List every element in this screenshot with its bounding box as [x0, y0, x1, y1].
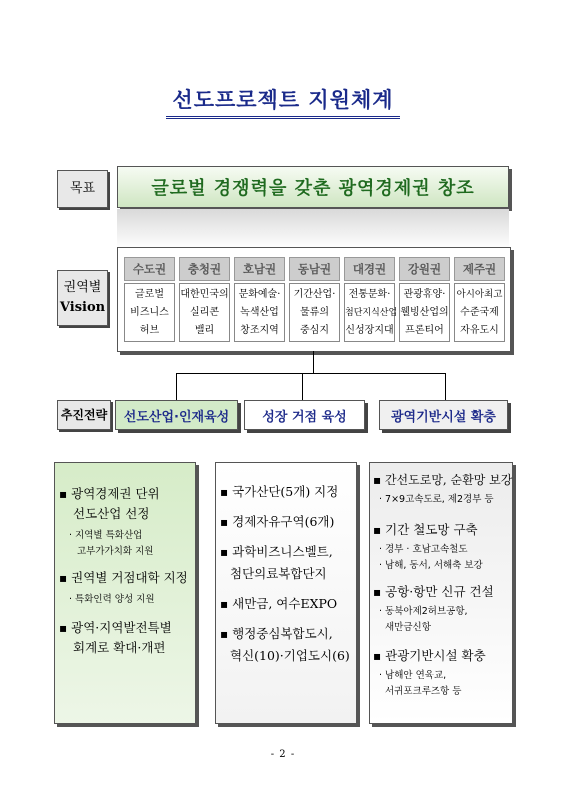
region-name: 호남권 — [234, 257, 285, 281]
bullet-icon: ▪ — [220, 515, 229, 529]
detail-item-text: 광역경제권 단위 — [71, 486, 160, 501]
detail-item-cont: 혁신(10)·기업도시(6) — [230, 648, 350, 663]
bullet-icon: ▪ — [220, 485, 229, 499]
bullet-icon: ▪ — [59, 621, 68, 635]
strategy-text: 광역기반시설 확충 — [391, 409, 496, 425]
region-vision-line: 글로벌 — [135, 288, 164, 300]
vision-label-line2: Vision — [59, 300, 106, 315]
region-vision-line: 물류의 — [300, 306, 329, 318]
detail-item-cont: 첨단의료복합단지 — [230, 566, 327, 581]
region-vision-line: 허브 — [139, 324, 160, 336]
detail-sub: 새만금신항 — [385, 622, 431, 633]
region-vision-line: 신성장지대 — [345, 324, 394, 336]
bullet-icon: ▪ — [220, 627, 229, 641]
page-number: - 2 - — [270, 749, 296, 760]
region-vision-line: 중심지 — [300, 324, 329, 336]
detail-item-text: 과학비즈니스벨트, — [232, 544, 333, 559]
goal-banner — [117, 166, 509, 208]
detail-box-growth — [215, 462, 357, 724]
region-vision-line: 아시아최고 — [456, 288, 503, 300]
bullet-icon: ▪ — [59, 571, 68, 585]
region-vision — [454, 283, 505, 342]
detail-item-cont: 회계로 확대·개편 — [73, 640, 166, 655]
detail-item — [220, 541, 333, 563]
detail-box-infra — [369, 462, 513, 724]
detail-item — [373, 519, 478, 541]
region-vision — [179, 283, 230, 342]
goal-text: 글로벌 경쟁력을 갖춘 광역경제권 창조 — [151, 178, 475, 199]
detail-sub: · 동북아제2허브공항, — [379, 606, 468, 617]
bullet-icon: ▪ — [373, 473, 382, 487]
region-jeju — [454, 257, 505, 342]
detail-item — [220, 593, 337, 615]
detail-item — [59, 567, 188, 589]
detail-item-cont: 선도산업 선정 — [73, 506, 150, 521]
region-vision-line: 프론티어 — [405, 324, 444, 336]
detail-item — [220, 623, 333, 645]
region-vision-line: 실리콘 — [190, 306, 219, 318]
region-vision — [289, 283, 340, 342]
strategy-label — [57, 400, 111, 430]
region-name: 동남권 — [289, 257, 340, 281]
region-vision-line: 자유도시 — [460, 324, 499, 336]
region-vision-line: 수준국제 — [460, 306, 499, 318]
strategy-box-industry — [115, 400, 238, 430]
region-vision-line: 녹색산업 — [240, 306, 279, 318]
detail-item-text: 공항·항만 신규 건설 — [385, 584, 494, 599]
region-vision-line: 밸리 — [194, 324, 215, 336]
region-vision-line: 문화예술· — [238, 288, 281, 300]
bullet-icon: ▪ — [373, 523, 382, 537]
region-vision-line: 웰빙산업의 — [400, 306, 449, 318]
detail-item-text: 기간 철도망 구축 — [385, 522, 478, 537]
region-name: 충청권 — [179, 257, 230, 281]
region-vision — [124, 283, 175, 342]
detail-sub: · 남해, 동서, 서해축 보강 — [379, 560, 483, 571]
bullet-icon: ▪ — [373, 649, 382, 663]
page-title-wrap — [0, 84, 566, 119]
connector-stem — [313, 351, 314, 373]
region-vision — [344, 283, 398, 342]
region-chungcheong — [179, 257, 230, 342]
detail-sub: · 남해안 연육교, — [379, 670, 447, 681]
detail-item — [373, 469, 512, 491]
region-name: 수도권 — [124, 257, 175, 281]
region-vision-line: 기간산업· — [293, 288, 336, 300]
connector-middle — [302, 373, 303, 400]
region-name: 대경권 — [344, 257, 395, 281]
bullet-icon: ▪ — [220, 545, 229, 559]
detail-sub: 서귀포크루즈항 등 — [385, 686, 462, 697]
strategy-box-growth — [244, 400, 365, 430]
goal-funnel — [117, 209, 509, 249]
region-vision-line: 관광휴양· — [403, 288, 446, 300]
region-gangwon — [399, 257, 450, 342]
page-title: 선도프로젝트 지원체계 — [166, 84, 399, 119]
detail-item-text: 권역별 거점대학 지정 — [71, 570, 188, 585]
detail-item-text: 국가산단(5개) 지정 — [232, 484, 339, 499]
region-vision-line: 대한민국의 — [180, 288, 229, 300]
strategy-box-infra — [379, 400, 508, 430]
strategy-label-text: 추진전략 — [60, 408, 108, 422]
region-daegyeong — [344, 257, 398, 342]
region-honam — [234, 257, 285, 342]
region-vision — [234, 283, 285, 342]
region-vision — [399, 283, 450, 342]
region-vision-line: 창조지역 — [240, 324, 279, 336]
detail-item-text: 새만금, 여수EXPO — [232, 596, 338, 611]
detail-sub: · 특화인력 양성 지원 — [69, 594, 155, 605]
detail-item-text: 행정중심복합도시, — [232, 626, 333, 641]
goal-label — [57, 170, 108, 208]
detail-sub: · 경부 · 호남고속철도 — [379, 544, 468, 555]
detail-sub: 고부가가치화 지원 — [77, 546, 154, 557]
detail-sub: · 지역별 특화산업 — [69, 530, 143, 541]
strategy-text: 선도산업·인재육성 — [123, 409, 230, 425]
detail-item-text: 간선도로망, 순환망 보강 — [384, 473, 513, 487]
detail-item — [373, 581, 494, 603]
vision-label-line1: 권역별 — [63, 280, 102, 295]
connector-left — [176, 373, 177, 400]
region-vision-line: 전통문화· — [348, 288, 391, 300]
bullet-icon: ▪ — [59, 487, 68, 501]
detail-item — [220, 481, 338, 503]
detail-item-text: 경제자유구역(6개) — [232, 514, 335, 529]
goal-label-text: 목표 — [69, 181, 96, 196]
detail-item — [59, 483, 160, 505]
vision-label — [57, 270, 108, 326]
detail-box-industry — [54, 462, 196, 724]
bullet-icon: ▪ — [373, 585, 382, 599]
detail-item-text: 관광기반시설 확충 — [385, 648, 486, 663]
detail-item — [373, 645, 486, 667]
connector-bar — [176, 373, 446, 374]
region-name: 제주권 — [454, 257, 505, 281]
region-name: 강원권 — [399, 257, 450, 281]
detail-item — [59, 617, 172, 639]
region-vision-line: 비즈니스 — [130, 306, 169, 318]
detail-item-text: 광역·지역발전특별 — [71, 620, 172, 635]
detail-item — [220, 511, 334, 533]
region-vision-line: 첨단지식산업 — [345, 307, 398, 318]
connector-right — [445, 373, 446, 400]
region-dongnam — [289, 257, 340, 342]
detail-sub: · 7×9고속도로, 제2경부 등 — [379, 494, 494, 505]
vision-panel — [117, 247, 511, 352]
region-sudogwon — [124, 257, 175, 342]
bullet-icon: ▪ — [220, 597, 229, 611]
strategy-text: 성장 거점 육성 — [262, 409, 347, 425]
